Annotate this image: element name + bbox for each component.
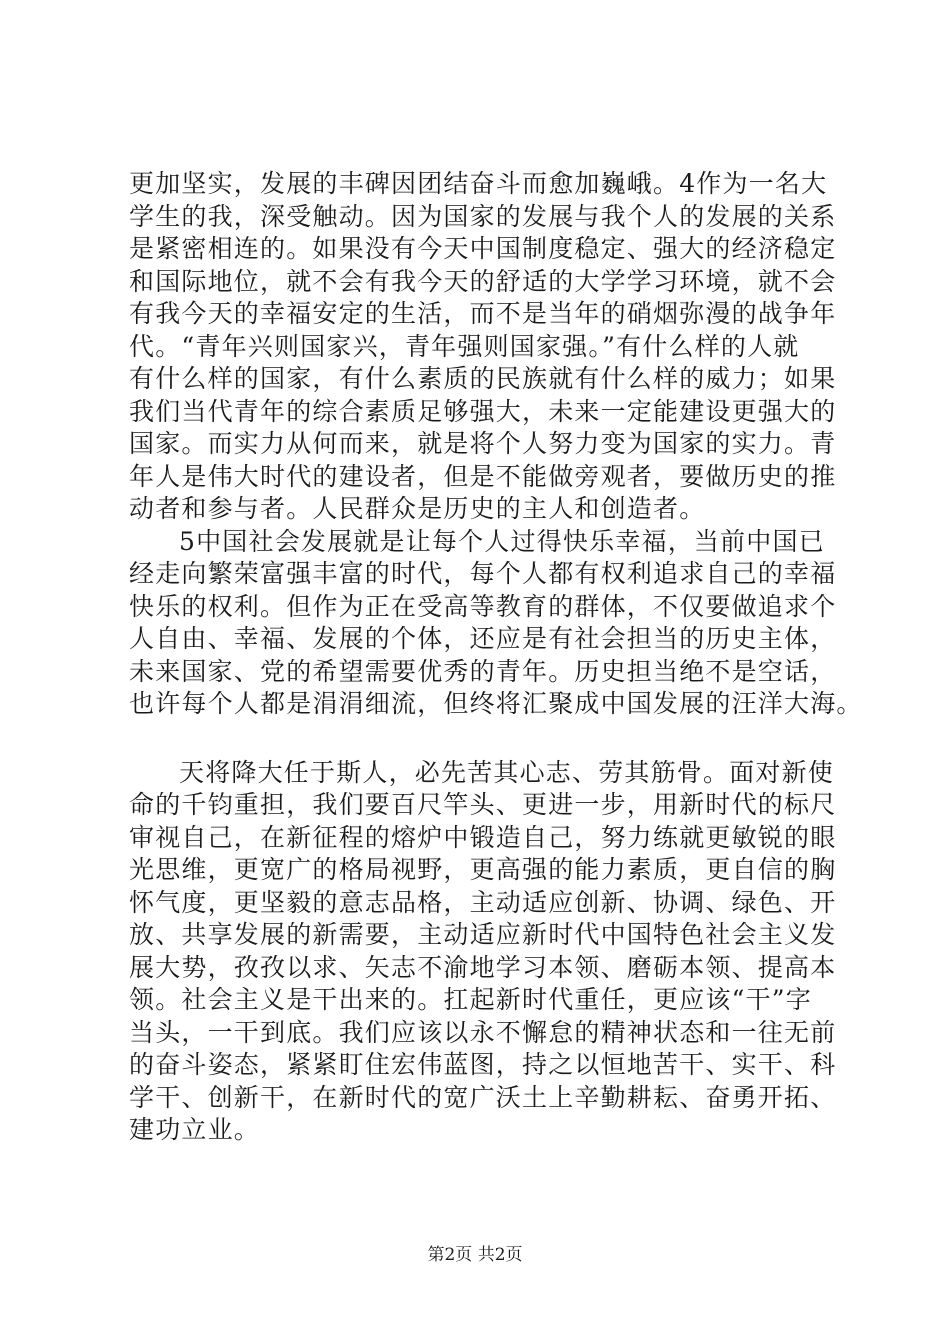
text-line: 的奋斗姿态，紧紧盯住宏伟蓝图，持之以恒地苦干、实干、科 bbox=[129, 1050, 837, 1079]
text-line: 和国际地位，就不会有我今天的舒适的大学学习环境，就不会 bbox=[129, 266, 837, 296]
paragraph-spacer bbox=[129, 721, 859, 757]
text-line: 当头，一干到底。我们应该以永不懈怠的精神状态和一往无前 bbox=[129, 1017, 837, 1047]
text-line: 未来国家、党的希望需要优秀的青年。历史担当绝不是空话， bbox=[129, 656, 837, 686]
page-footer: 第2页 共2页 bbox=[427, 1245, 523, 1265]
text-line: 5中国社会发展就是让每个人过得快乐幸福，当前中国已 bbox=[179, 526, 825, 556]
text-line: 有我今天的幸福安定的生活，而不是当年的硝烟弥漫的战争年 bbox=[129, 299, 837, 328]
text-line: 我们当代青年的综合素质足够强大，未来一定能建设更强大的 bbox=[129, 396, 837, 426]
text-line: 领。社会主义是干出来的。扛起新时代重任，更应该“干”字 bbox=[129, 985, 812, 1014]
text-line: 经走向繁荣富强丰富的时代，每个人都有权利追求自己的幸福 bbox=[129, 559, 837, 588]
text-line: 也许每个人都是涓涓细流，但终将汇聚成中国发展的汪洋大海。 bbox=[129, 689, 863, 718]
text-line: 有什么样的国家，有什么素质的民族就有什么样的威力；如果 bbox=[129, 364, 837, 393]
text-line: 放、共享发展的新需要，主动适应新时代中国特色社会主义发 bbox=[129, 920, 837, 949]
text-line: 快乐的权利。但作为正在受高等教育的群体，不仅要做追求个 bbox=[129, 591, 837, 621]
text-line: 学干、创新干，在新时代的宽广沃土上辛勤耕耘、奋勇开拓、 bbox=[129, 1082, 837, 1112]
text-line: 学生的我，深受触动。因为国家的发展与我个人的发展的关系 bbox=[129, 201, 837, 231]
text-line: 审视自己，在新征程的熔炉中锻造自己，努力练就更敏锐的眼 bbox=[129, 822, 837, 852]
text-line: 展大势，孜孜以求、矢志不渝地学习本领、磨砺本领、提高本 bbox=[129, 952, 837, 982]
text-line: 命的千钧重担，我们要百尺竿头、更进一步，用新时代的标尺 bbox=[129, 790, 837, 819]
text-line: 代。“青年兴则国家兴，青年强则国家强。”有什么样的人就 bbox=[129, 331, 800, 361]
text-line: 怀气度，更坚毅的意志品格，主动适应创新、协调、绿色、开 bbox=[129, 887, 837, 917]
text-line: 更加坚实，发展的丰碑因团结奋斗而愈加巍峨。4作为一名大 bbox=[129, 169, 828, 198]
text-line: 年人是伟大时代的建设者，但是不能做旁观者，要做历史的推 bbox=[129, 461, 837, 491]
text-line: 是紧密相连的。如果没有今天中国制度稳定、强大的经济稳定 bbox=[129, 234, 837, 263]
text-line: 天将降大任于斯人，必先苦其心志、劳其筋骨。面对新使 bbox=[179, 757, 835, 787]
text-line: 光思维，更宽广的格局视野，更高强的能力素质，更自信的胸 bbox=[129, 855, 837, 884]
body-text bbox=[129, 168, 863, 1147]
text-line: 国家。而实力从何而来，就是将个人努力变为国家的实力。青 bbox=[129, 429, 837, 458]
text-line: 建功立业。 bbox=[129, 1115, 261, 1144]
text-line: 人自由、幸福、发展的个体，还应是有社会担当的历史主体， bbox=[129, 624, 837, 653]
text-line: 动者和参与者。人民群众是历史的主人和创造者。 bbox=[129, 494, 706, 523]
